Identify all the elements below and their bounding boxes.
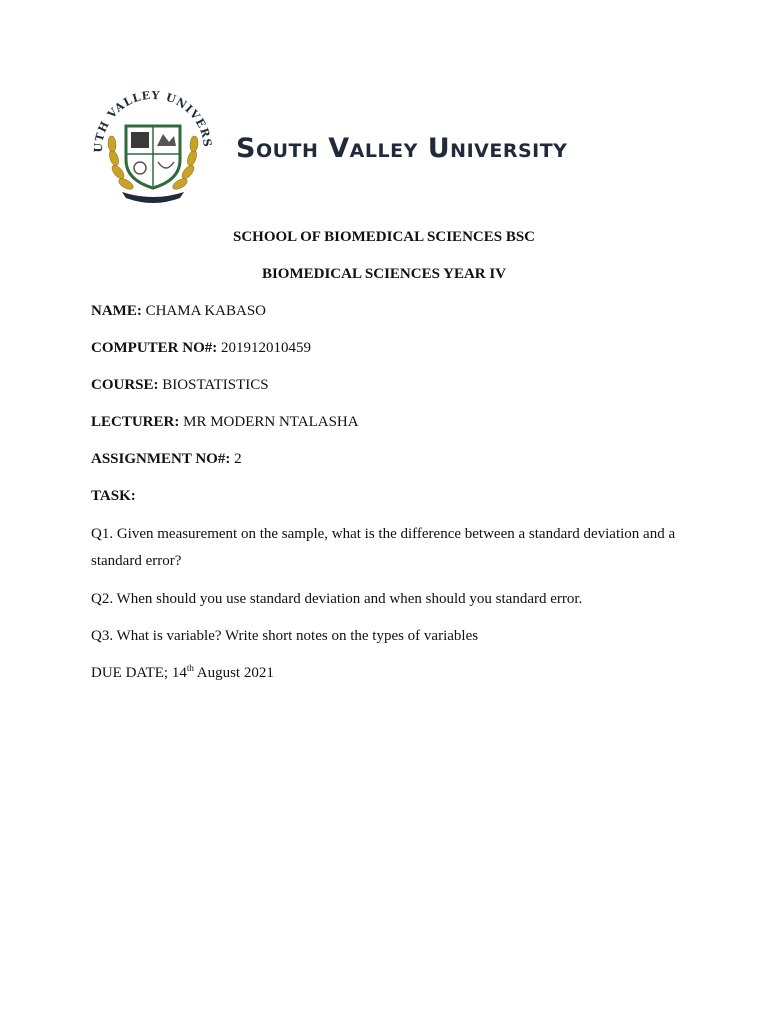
assignment-number-value: 2 bbox=[230, 451, 242, 467]
computer-number-label: COMPUTER NO#: bbox=[91, 340, 218, 356]
task-heading bbox=[91, 488, 136, 505]
course-value: BIOSTATISTICS bbox=[158, 377, 269, 393]
due-date-ordinal: th bbox=[186, 663, 194, 673]
due-date-rest: August 2021 bbox=[193, 665, 274, 681]
due-date-prefix: DUE DATE; 14 bbox=[91, 665, 187, 681]
due-date bbox=[91, 665, 274, 682]
question-1: Q1. Given measurement on the sample, what is the difference between a standard deviation and a standard error? bbox=[91, 526, 676, 569]
question-3: Q3. What is variable? Write short notes on the types of variables bbox=[91, 628, 479, 644]
lecturer-field bbox=[91, 414, 359, 431]
question-2: Q2. When should you use standard deviation and when should you standard error. bbox=[91, 591, 583, 607]
name-field bbox=[91, 303, 266, 320]
school-title: SCHOOL OF BIOMEDICAL SCIENCES BSC bbox=[232, 229, 536, 245]
course-label: COURSE: bbox=[91, 377, 159, 393]
task-label: TASK: bbox=[91, 488, 136, 504]
name-label: NAME: bbox=[91, 303, 142, 319]
assignment-number-label: ASSIGNMENT NO#: bbox=[91, 451, 231, 467]
name-value: CHAMA KABASO bbox=[141, 303, 267, 319]
lecturer-value: MR MODERN NTALASHA bbox=[179, 414, 359, 430]
course-field bbox=[91, 377, 269, 394]
lecturer-label: LECTURER: bbox=[91, 414, 180, 430]
program-title: BIOMEDICAL SCIENCES YEAR IV bbox=[261, 266, 507, 282]
computer-number-field bbox=[91, 340, 311, 357]
university-crest-icon bbox=[88, 88, 218, 206]
assignment-number-field bbox=[91, 451, 242, 468]
svg-text:SOUTH VALLEY UNIVERSITY: UTH VALLEY UNIVERS bbox=[91, 88, 215, 153]
university-name: South Valley University bbox=[236, 133, 568, 164]
computer-number-value: 201912010459 bbox=[217, 340, 311, 356]
